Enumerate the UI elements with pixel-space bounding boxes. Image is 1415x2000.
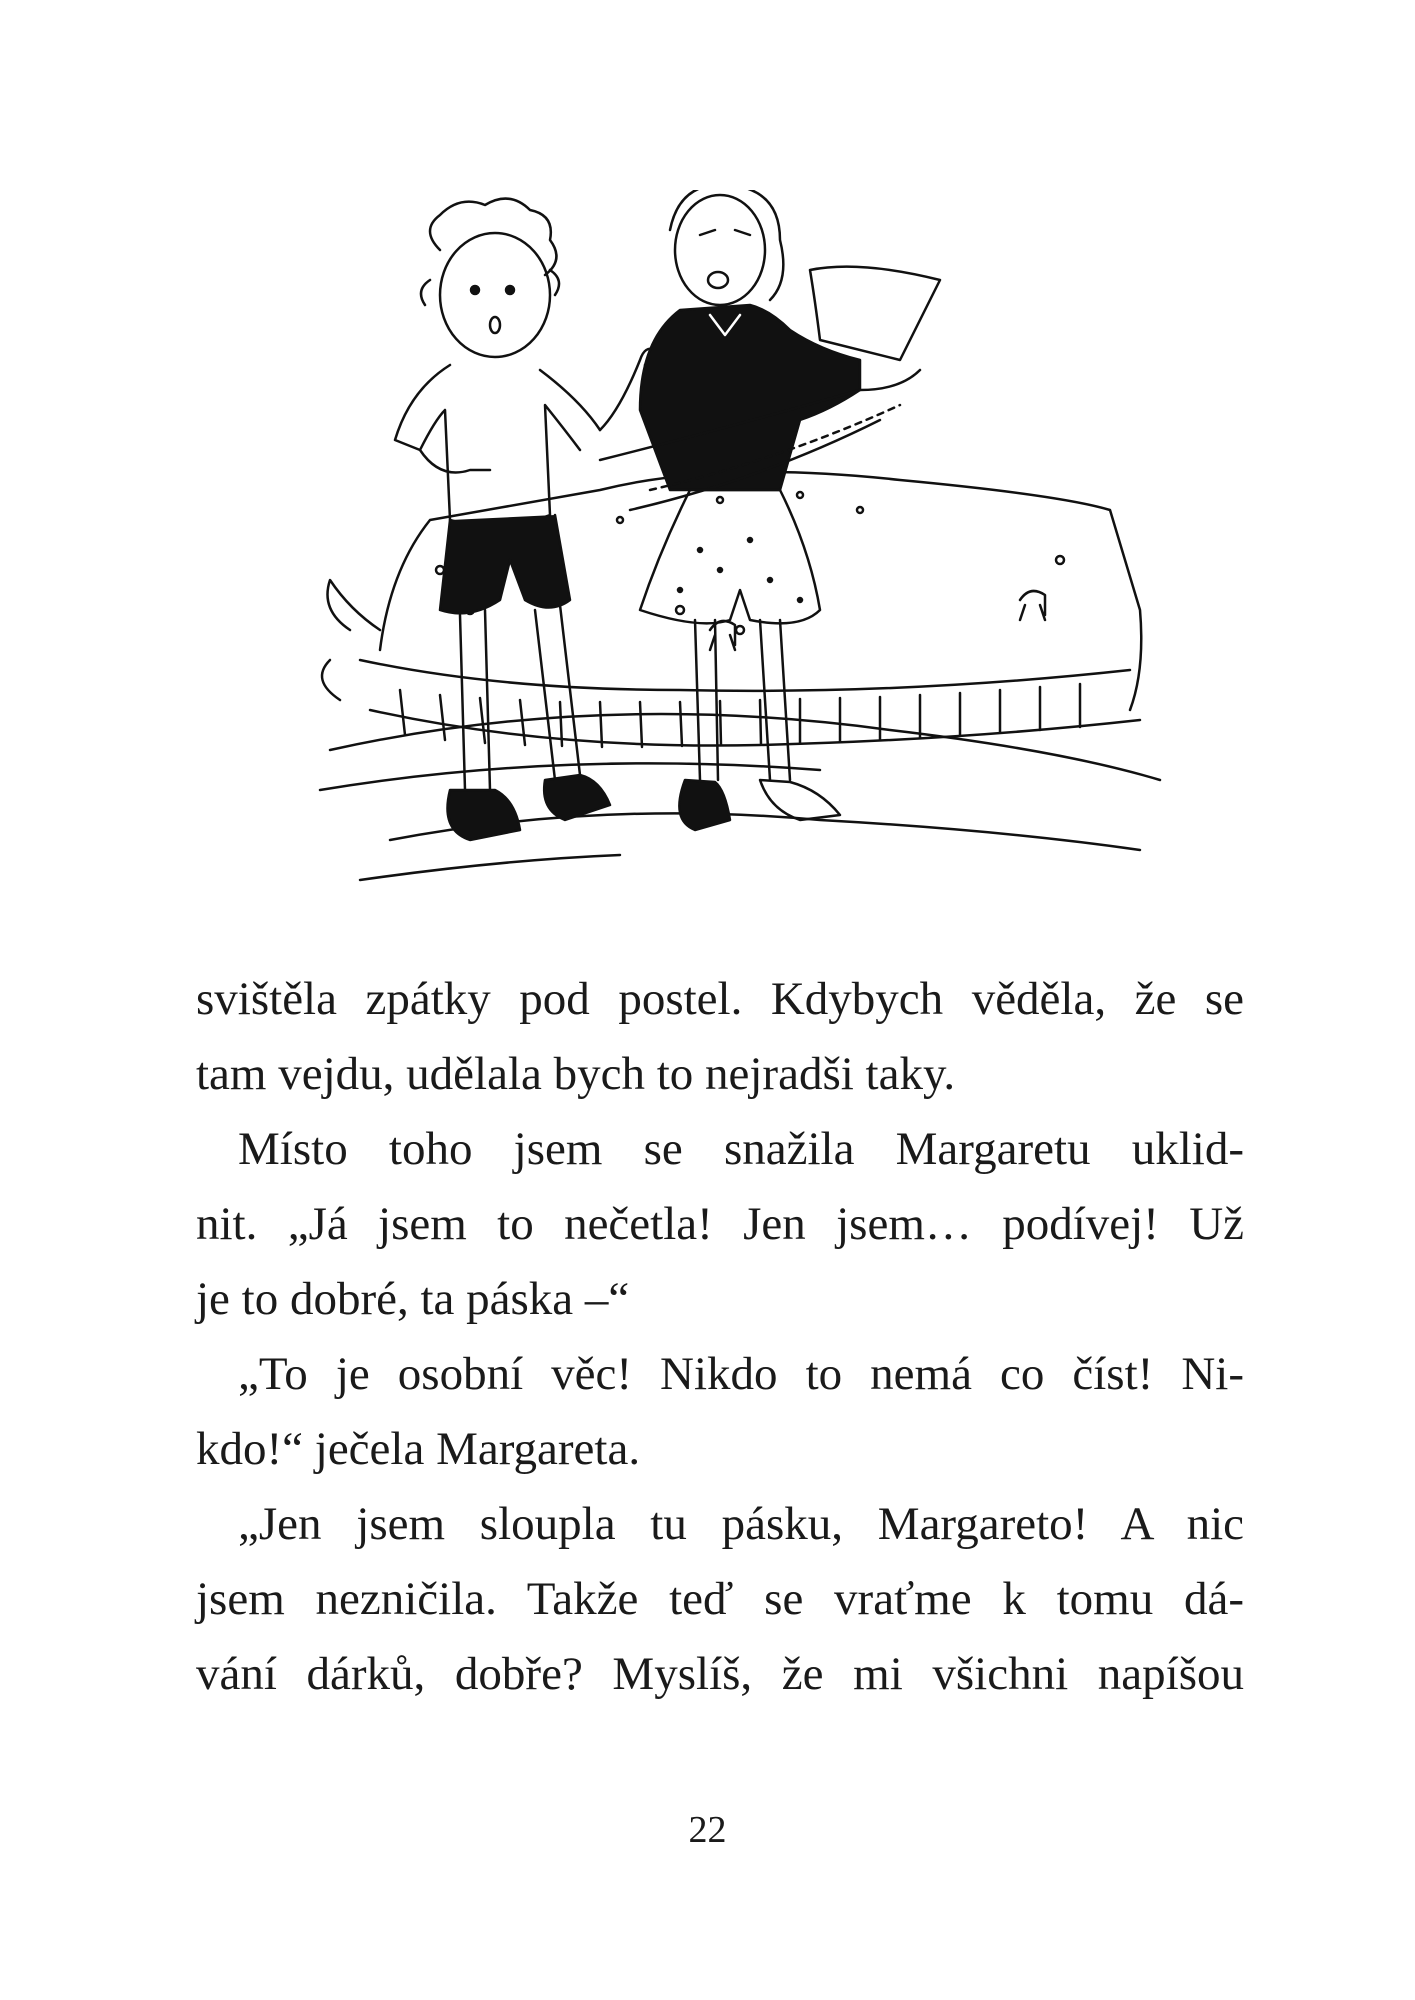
body-text: [196, 962, 1244, 1712]
text-line: tam vejdu, udělala bych to nejradši taky.: [196, 1048, 956, 1100]
illustration-girls-arguing-by-bed: [300, 190, 1180, 890]
text-line: „Jen jsem sloupla tu pásku, Margareto! A nic: [238, 1498, 1244, 1550]
text-line: svištěla zpátky pod postel. Kdybych věděla, že se: [196, 973, 1244, 1025]
text-line: „To je osobní věc! Nikdo to nemá co číst! Ni-: [238, 1348, 1244, 1400]
text-line: je to dobré, ta páska –“: [196, 1273, 630, 1325]
page-number: 22: [688, 1809, 727, 1851]
text-line: nit. „Já jsem to nečetla! Jen jsem… podívej! Už: [196, 1198, 1244, 1250]
text-line: jsem nezničila. Takže teď se vraťme k tomu dá-: [196, 1573, 1244, 1625]
text-line: kdo!“ ječela Margareta.: [196, 1423, 641, 1475]
text-line: Místo toho jsem se snažila Margaretu uklid-: [238, 1123, 1244, 1175]
text-line: vání dárků, dobře? Myslíš, že mi všichni napíšou: [196, 1648, 1244, 1700]
